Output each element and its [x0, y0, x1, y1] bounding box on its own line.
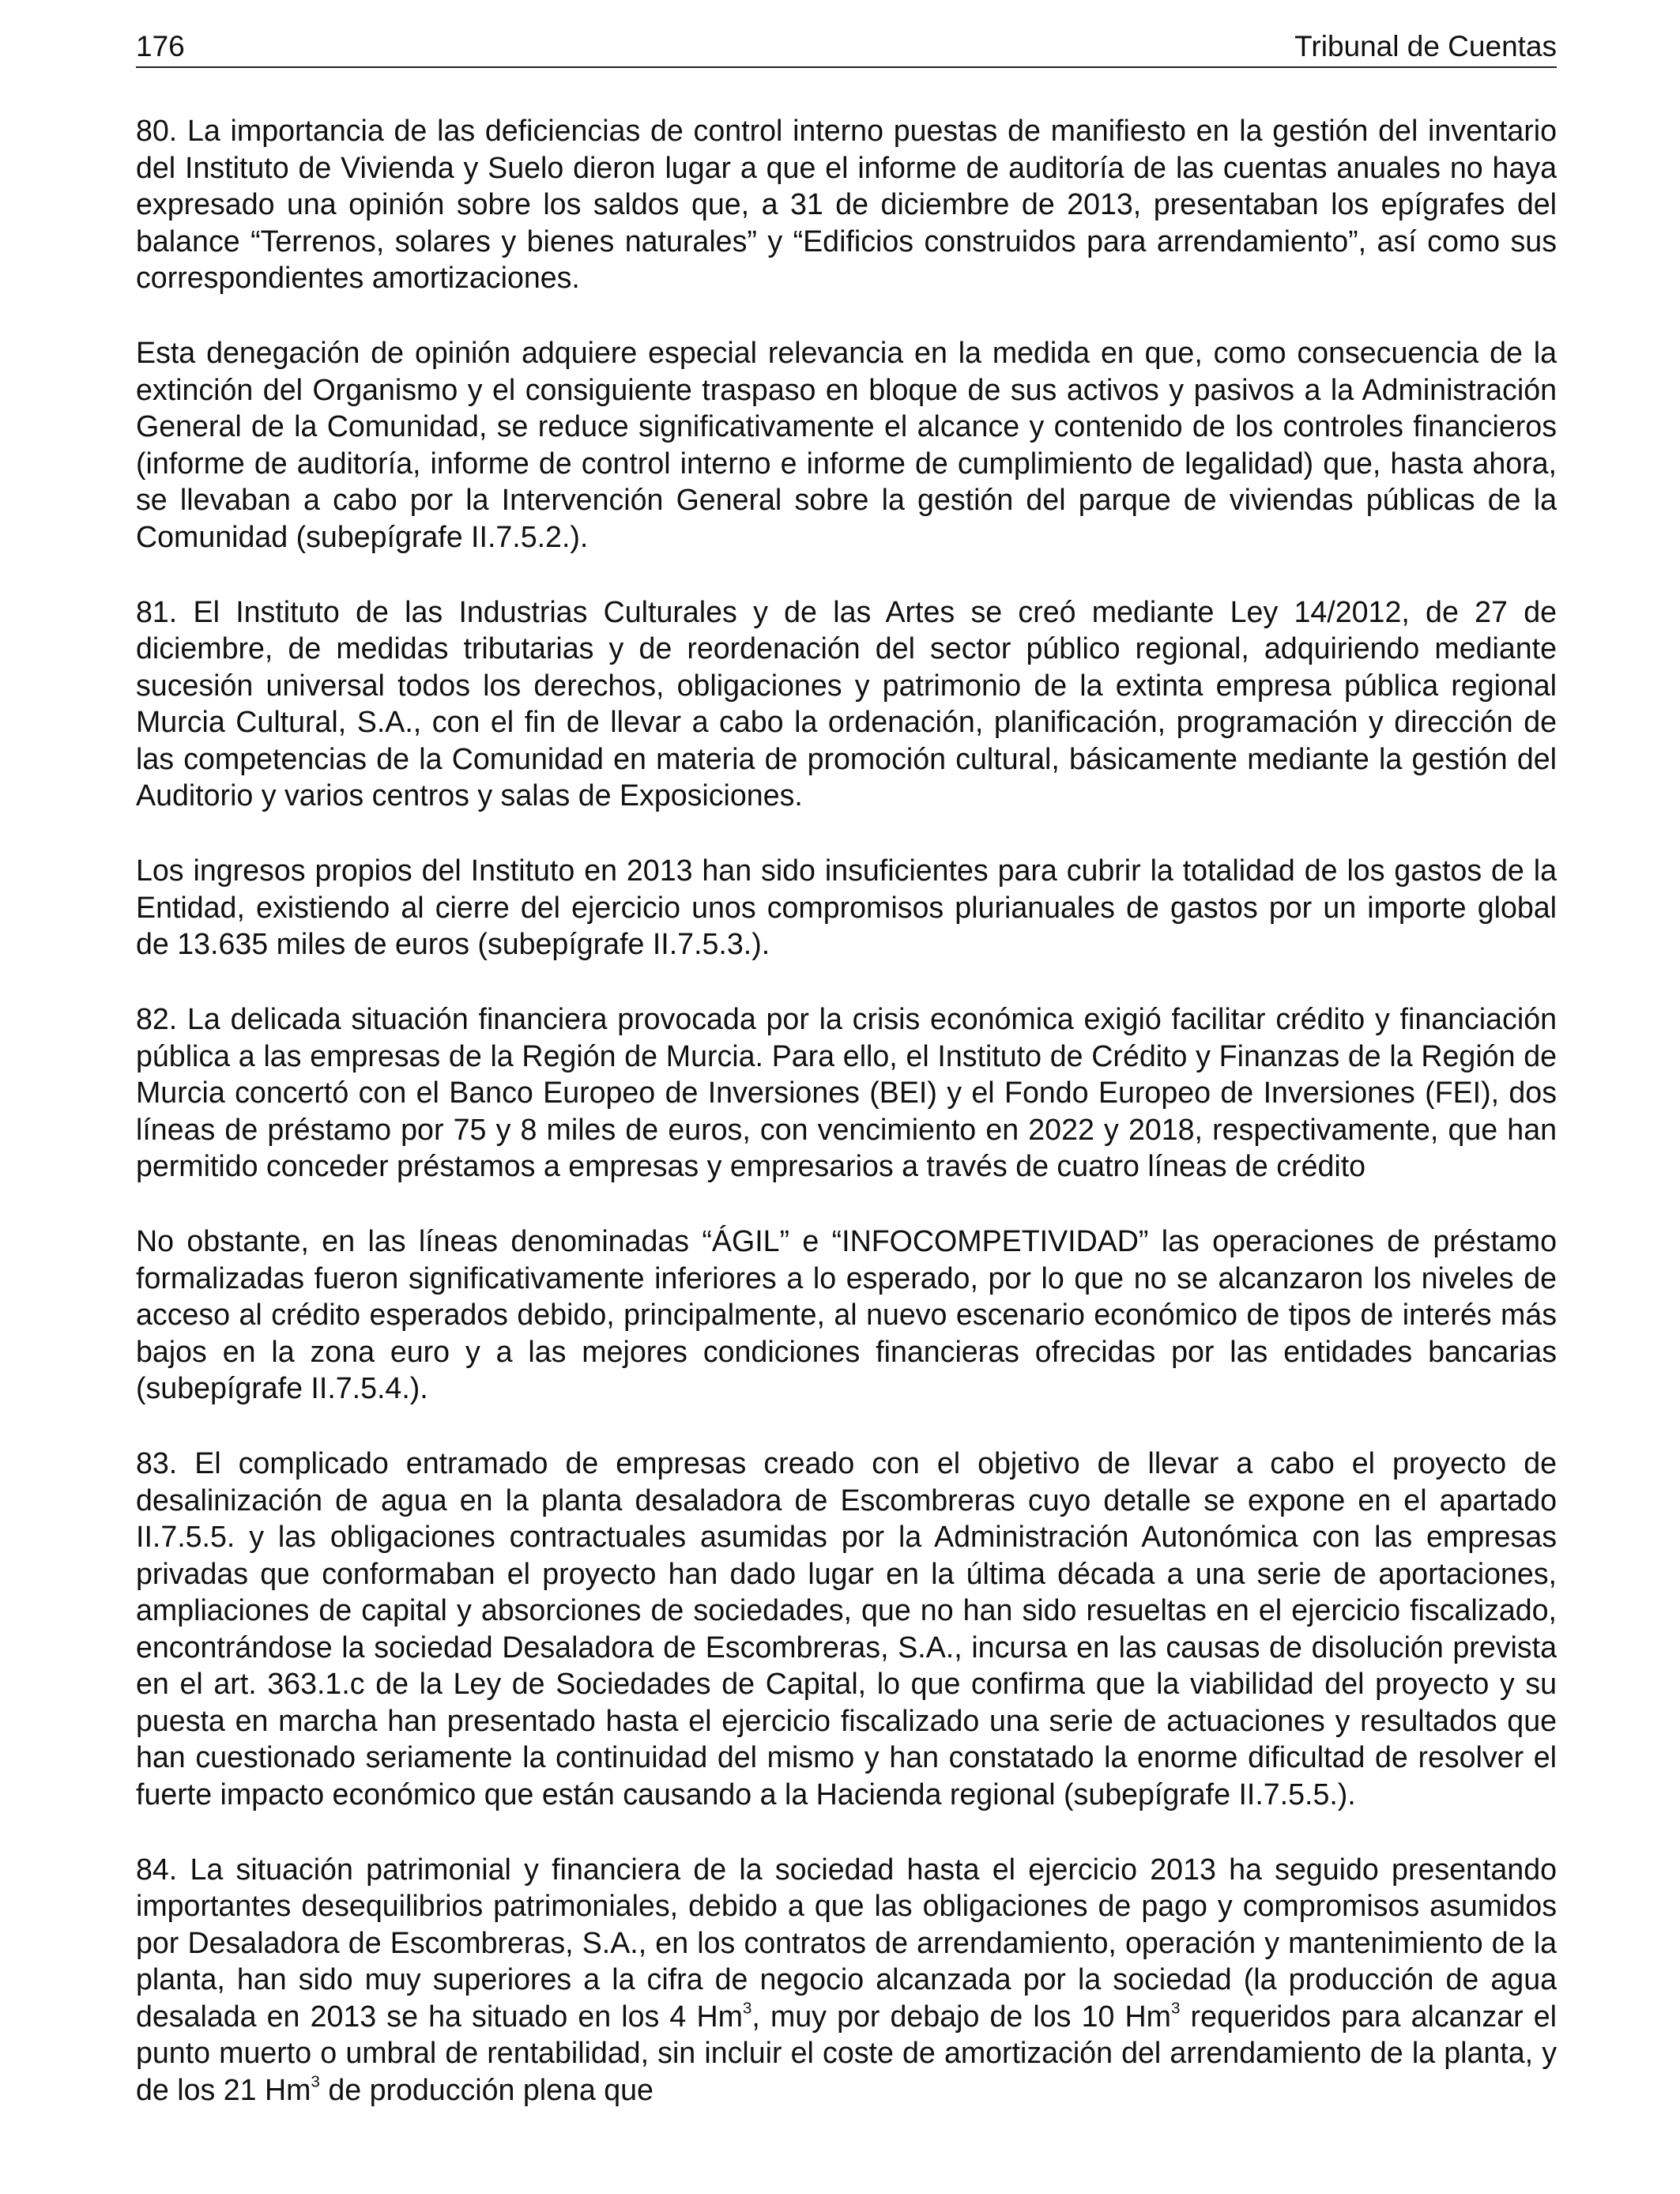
paragraph-81-continued: Los ingresos propios del Instituto en 2013 han sido insuficientes para cubrir la totalidad de los gastos de la Entidad, existiendo al cierre del ejercicio unos compromisos plurianuales de gastos por un importe global de 13.635 miles de euros (subepígrafe II.7.5.3.). [136, 854, 1557, 960]
paragraph-82: 82. La delicada situación financiera provocada por la crisis económica exigió facilitar crédito y financiación pública a las empresas de la Región de Murcia. Para ello, el Instituto de Crédito y Finanzas de la Región de Murcia concertó con el Banco Europeo de Inversiones (BEI) y el Fondo Europeo de Inversiones (FEI), dos líneas de préstamo por 75 y 8 miles de euros, con vencimiento en 2022 y 2018, respectivamente, que han permitido conceder préstamos a empresas y empresarios a través de cuatro líneas de crédito [136, 1002, 1557, 1182]
page-number: 176 [136, 30, 185, 62]
paragraph-83: 83. El complicado entramado de empresas creado con el objetivo de llevar a cabo el proyecto de desalinización de agua en la planta desaladora de Escombreras cuyo detalle se expone en el apartado II.7.5.5. y las obligaciones contractuales asumidas por la Administración Autonómica con las empresas privadas que conformaban el proyecto han dado lugar en la última década a una serie de aportaciones, ampliaciones de capital y absorciones de sociedades, que no han sido resueltas en el ejercicio fiscalizado, encontrándose la sociedad Desaladora de Escombreras, S.A., incursa en las causas de disolución prevista en el art. 363.1.c de la Ley de Sociedades de Capital, lo que confirma que la viabilidad del proyecto y su puesta en marcha han presentado hasta el ejercicio fiscalizado una serie de actuaciones y resultados que han cuestionado seriamente la continuidad del mismo y han constatado la enorme dificultad de resolver el fuerte impacto económico que están causando a la Hacienda regional (subepígrafe II.7.5.5.). [136, 1446, 1557, 1811]
paragraph-84-text-4: de producción plena que [319, 2072, 654, 2106]
paragraph-80-continued: Esta denegación de opinión adquiere especial relevancia en la medida en que, como consecuencia de la extinción del Organismo y el consiguiente traspaso en bloque de sus activos y pasivos a la Administración General de la Comunidad, se reduce significativamente el alcance y contenido de los controles financieros (informe de auditoría, informe de control interno e informe de cumplimiento de legalidad) que, hasta ahora, se llevaban a cabo por la Intervención General sobre la gestión del parque de viviendas públicas de la Comunidad (subepígrafe II.7.5.2.). [136, 336, 1557, 553]
superscript-cubed: 3 [1170, 1998, 1181, 2017]
paragraph-80: 80. La importancia de las deficiencias de control interno puestas de manifiesto en la gestión del inventario del Instituto de Vivienda y Suelo dieron lugar a que el informe de auditoría de las cuentas anuales no haya expresado una opinión sobre los saldos que, a 31 de diciembre de 2013, presentaban los epígrafes del balance “Terrenos, solares y bienes naturales” y “Edificios construidos para arrendamiento”, así como sus correspondientes amortizaciones. [136, 114, 1557, 294]
page-header [136, 27, 1557, 68]
paragraph-82-continued: No obstante, en las líneas denominadas “ÁGIL” e “INFOCOMPETIVIDAD” las operaciones de préstamo formalizadas fueron significativamente inferiores a lo esperado, por lo que no se alcanzaron los niveles de acceso al crédito esperados debido, principalmente, al nuevo escenario económico de tipos de interés más bajos en la zona euro y a las mejores condiciones financieras ofrecidas por las entidades bancarias (subepígrafe II.7.5.4.). [136, 1224, 1557, 1404]
superscript-cubed: 3 [311, 2071, 320, 2090]
superscript-cubed: 3 [742, 1998, 752, 2017]
document-body [136, 112, 1557, 2147]
paragraph-84-text-2: , muy por debajo de los 10 Hm [751, 1999, 1171, 2033]
paragraph-84-text-3: requeridos para alcanzar el punto muerto o umbral de rentabilidad, sin incluir el coste de amortización del arrendamiento de la planta, y de los 21 Hm [136, 1999, 1557, 2106]
paragraph-81: 81. El Instituto de las Industrias Culturales y de las Artes se creó mediante Ley 14/2012, de 27 de diciembre, de medidas tributarias y de reordenación del sector público regional, adquiriendo mediante sucesión universal todos los derechos, obligaciones y patrimonio de la extinta empresa pública regional Murcia Cultural, S.A., con el fin de llevar a cabo la ordenación, planificación, programación y dirección de las competencias de la Comunidad en materia de promoción cultural, básicamente mediante la gestión del Auditorio y varios centros y salas de Exposiciones. [136, 594, 1557, 812]
running-title: Tribunal de Cuentas [1294, 30, 1557, 62]
paragraph-84 [136, 1851, 1557, 2109]
paragraph-84-text-1: 84. La situación patrimonial y financiera de la sociedad hasta el ejercicio 2013 ha seguido presentando importantes desequilibrios patrimoniales, debido a que las obligaciones de pago y compromisos asumidos por Desaladora de Escombreras, S.A., en los contratos de arrendamiento, operación y mantenimiento de la planta, han sido muy superiores a la cifra de negocio alcanzada por la sociedad (la producción de agua desalada en 2013 se ha situado en los 4 Hm [136, 1852, 1557, 2033]
